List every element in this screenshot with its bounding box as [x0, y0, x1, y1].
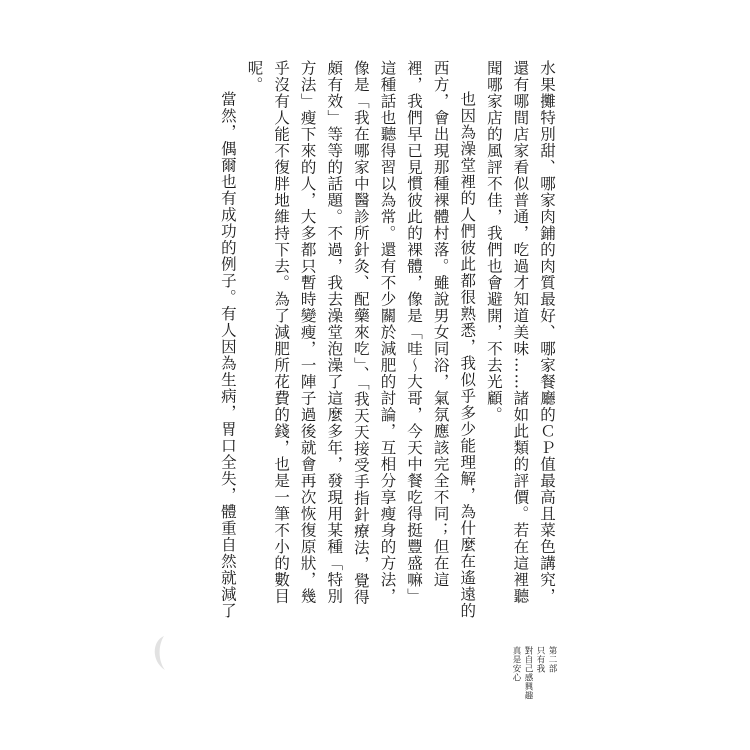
- paragraph-1: 水果攤特別甜、哪家肉鋪的肉質最好、哪家餐廳的ＣＰ值最高且菜色講究，還有哪間店家看似普通，吃過才知道美味……諸如此類的評價。若在這裡聽聞哪家店的風評不佳，我們也會避開，不去光顧。: [484, 60, 556, 605]
- body-text: [190, 60, 560, 620]
- paragraph-2: 也因為澡堂裡的人們彼此都很熟悉，我似乎多少能理解，為什麼在遙遠的西方，會出現那種裸體村落。雖說男女同浴，氣氛應該完全不同；但在這裡，我們早已見慣彼此的裸體，像是「哇～大哥，今天中餐吃得挺豐盛嘛」這種話也聽得習以為常。還有不少關於減肥的討論，互相分享瘦身的方法，像是「我在哪家中醫診所針灸、配藥來吃」、「我天天接受手指針療法，覺得頗有效」等等的話題。不過，我去澡堂泡澡了這麼多年，發現用某種「特別方法」瘦下來的人，大多都只暫時變瘦，一陣子過後就會再次恢復原狀，幾乎沒有人能不復胖地維持下去。為了減肥所花費的錢，也是一筆不小的數目呢。: [245, 60, 477, 619]
- running-head-line-2: 對自己感興趣: [523, 646, 533, 700]
- paragraph-3: 當然，偶爾也有成功的例子。有人因為生病，胃口全失，體重自然就減了: [218, 91, 237, 619]
- crescent-page-mark: [150, 635, 170, 671]
- running-head-part: 第二部: [547, 646, 557, 673]
- running-head-line-1: 只有我: [535, 646, 545, 673]
- running-head-line-3: 真是安心: [511, 646, 521, 682]
- running-head: [510, 646, 558, 716]
